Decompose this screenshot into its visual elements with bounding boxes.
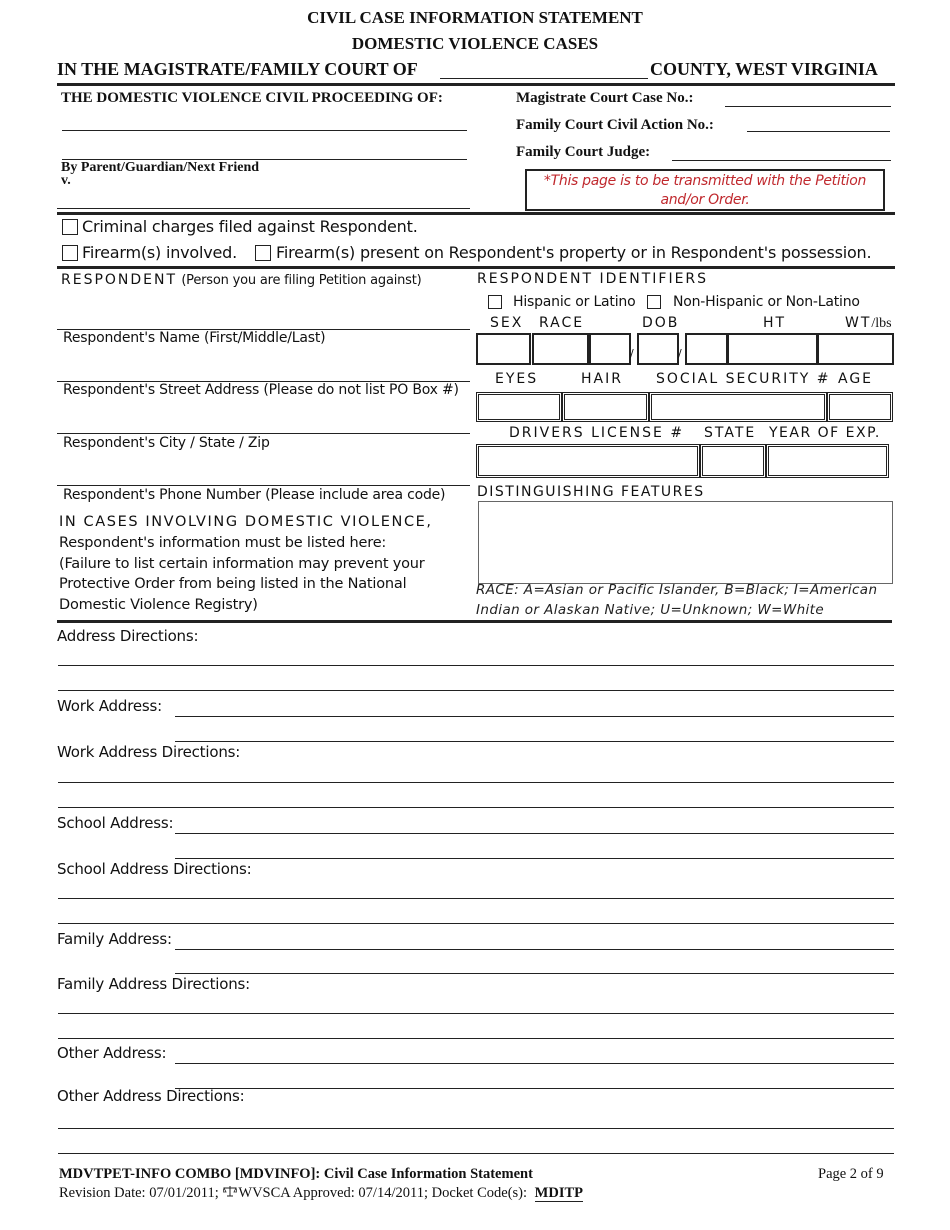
hair-field[interactable] [562,392,649,422]
form-title: CIVIL CASE INFORMATION STATEMENT [307,8,643,27]
school-directions-line-1[interactable] [58,898,894,899]
age-field[interactable] [827,392,893,422]
footer-revision-line [59,1185,583,1202]
criminal-charges-checkbox[interactable] [62,219,78,235]
race-key [476,581,877,620]
respondent-divider [57,620,892,623]
respondent-name-label: Respondent's Name (First/Middle/Last) [63,330,326,346]
transmit-notice-line1: *This page is to be transmitted with the Petition [543,173,867,189]
hair-header: HAIR [581,371,623,387]
dv-registry-notice [59,512,433,616]
wt-header [845,315,892,332]
dob-header: DOB [642,315,680,331]
dob-month-field[interactable] [589,333,631,365]
family-judge-label: Family Court Judge: [516,144,651,160]
dv-notice-line: Protective Order from being listed in the National [59,576,407,593]
firearms-involved-checkbox[interactable] [62,245,78,261]
other-directions-label: Other Address Directions: [57,1087,245,1105]
revision-date: Revision Date: 07/01/2011; [59,1185,219,1201]
county-field[interactable] [440,78,648,79]
versus-label: v. [61,173,71,188]
address-directions-line-1[interactable] [58,665,894,666]
work-address-line-2[interactable] [175,741,894,742]
proceeding-label: THE DOMESTIC VIOLENCE CIVIL PROCEEDING OF: [61,90,443,106]
sex-header: SEX [490,315,524,331]
proceeding-divider [57,212,895,215]
identifiers-heading: RESPONDENT IDENTIFIERS [477,271,709,287]
race-key-line1: RACE: A=Asian or Pacific Islander, B=Black; I=American [476,582,878,598]
magistrate-case-field[interactable] [725,106,891,107]
work-directions-label: Work Address Directions: [57,743,241,761]
non-hispanic-checkbox[interactable] [647,295,661,309]
family-civil-action-label: Family Court Civil Action No.: [516,117,714,133]
respondent-city-field[interactable] [57,433,470,434]
family-directions-label: Family Address Directions: [57,975,250,993]
distinguishing-features-label: DISTINGUISHING FEATURES [477,484,705,500]
footer-form-id [59,1166,533,1183]
court-prefix: IN THE MAGISTRATE/FAMILY COURT OF [57,59,418,79]
dob-separator: / [678,347,682,360]
family-address-label: Family Address: [57,930,172,948]
eyes-header: EYES [495,371,539,387]
other-address-label: Other Address: [57,1044,167,1062]
distinguishing-features-field[interactable] [478,501,893,584]
respondent-note: (Person you are filing Petition against) [181,273,422,288]
work-address-label: Work Address: [57,697,162,715]
family-directions-line-2[interactable] [58,1038,894,1039]
family-civil-action-field[interactable] [747,131,890,132]
ssn-field[interactable] [649,392,827,422]
wt-unit: /lbs [871,316,892,331]
respondent-heading: RESPONDENT [61,272,178,288]
firearms-present-checkbox[interactable] [255,245,271,261]
school-directions-line-2[interactable] [58,923,894,924]
dv-notice-line: (Failure to list certain information may prevent your [59,555,425,572]
page-number: Page 2 of 9 [818,1166,884,1182]
dv-notice-line: Domestic Violence Registry) [59,597,258,614]
school-address-line-2[interactable] [175,858,894,859]
sex-field[interactable] [476,333,531,365]
eyes-field[interactable] [476,392,562,422]
race-header: RACE [539,315,585,331]
weight-field[interactable] [817,333,894,365]
respondent-city-label: Respondent's City / State / Zip [63,435,270,451]
state-header: STATE [704,425,757,441]
by-parent-label: By Parent/Guardian/Next Friend [61,160,260,175]
respondent-section-label [61,272,422,288]
non-hispanic-label: Non-Hispanic or Non-Latino [673,294,860,310]
height-field[interactable] [727,333,818,365]
race-field[interactable] [532,333,589,365]
dv-notice-line: Respondent's information must be listed here: [59,534,387,551]
work-directions-line-2[interactable] [58,807,894,808]
school-directions-label: School Address Directions: [57,860,252,878]
race-key-line2: Indian or Alaskan Native; U=Unknown; W=White [476,601,825,618]
address-directions-line-2[interactable] [58,690,894,691]
ht-header: HT [763,315,787,331]
scales-icon [222,1185,238,1202]
footer-form-title: : Civil Case Information Statement [315,1166,533,1182]
petitioner-line-1[interactable] [62,130,467,131]
school-address-line-1[interactable] [175,833,894,834]
firearms-involved-label: Firearm(s) involved. [82,243,237,262]
address-directions-label: Address Directions: [57,627,199,645]
dob-day-field[interactable] [637,333,679,365]
docket-code: MDITP [534,1185,583,1201]
wt-label: WT [845,315,872,331]
ssn-header: SOCIAL SECURITY # [656,371,831,387]
magistrate-case-label: Magistrate Court Case No.: [516,90,694,106]
transmit-notice-box [525,169,885,211]
hispanic-checkbox[interactable] [488,295,502,309]
school-address-label: School Address: [57,814,174,832]
dob-year-field[interactable] [685,333,728,365]
other-directions-line-1[interactable] [58,1128,894,1129]
respondent-caption-line[interactable] [57,208,470,209]
year-of-exp-header: YEAR OF EXP. [769,425,881,441]
dob-separator: / [630,347,634,360]
other-address-line-1[interactable] [175,1063,894,1064]
approval-text: WVSCA Approved: 07/14/2011; Docket Code(s): [238,1185,528,1201]
license-state-field[interactable] [700,444,766,478]
checkbox-divider [57,266,895,269]
work-directions-line-1[interactable] [58,782,894,783]
age-header: AGE [838,371,874,387]
respondent-street-label: Respondent's Street Address (Please do not list PO Box #) [63,382,459,398]
family-directions-line-1[interactable] [58,1013,894,1014]
criminal-charges-label: Criminal charges filed against Respondent. [82,217,418,236]
header-divider [57,83,895,86]
court-suffix: COUNTY, WEST VIRGINIA [650,59,878,79]
transmit-notice-line2: and/or Order. [660,192,750,208]
drivers-license-header: DRIVERS LICENSE # [509,425,685,441]
family-address-line-1[interactable] [175,949,894,950]
other-address-line-2[interactable] [175,1088,894,1089]
firearms-present-label: Firearm(s) present on Respondent's property or in Respondent's possession. [276,243,872,262]
respondent-phone-label: Respondent's Phone Number (Please include area code) [63,487,446,503]
family-address-line-2[interactable] [175,973,894,974]
family-judge-field[interactable] [672,160,891,161]
footer-form-code: MDVTPET-INFO COMBO [MDVINFO] [59,1166,316,1182]
form-subtitle: DOMESTIC VIOLENCE CASES [351,34,599,53]
hispanic-label: Hispanic or Latino [513,294,636,310]
work-address-line-1[interactable] [175,716,894,717]
respondent-phone-field[interactable] [57,485,470,486]
drivers-license-field[interactable] [476,444,700,478]
dv-notice-line: IN CASES INVOLVING DOMESTIC VIOLENCE, [59,514,433,530]
license-exp-year-field[interactable] [766,444,889,478]
other-directions-line-2[interactable] [58,1153,894,1154]
